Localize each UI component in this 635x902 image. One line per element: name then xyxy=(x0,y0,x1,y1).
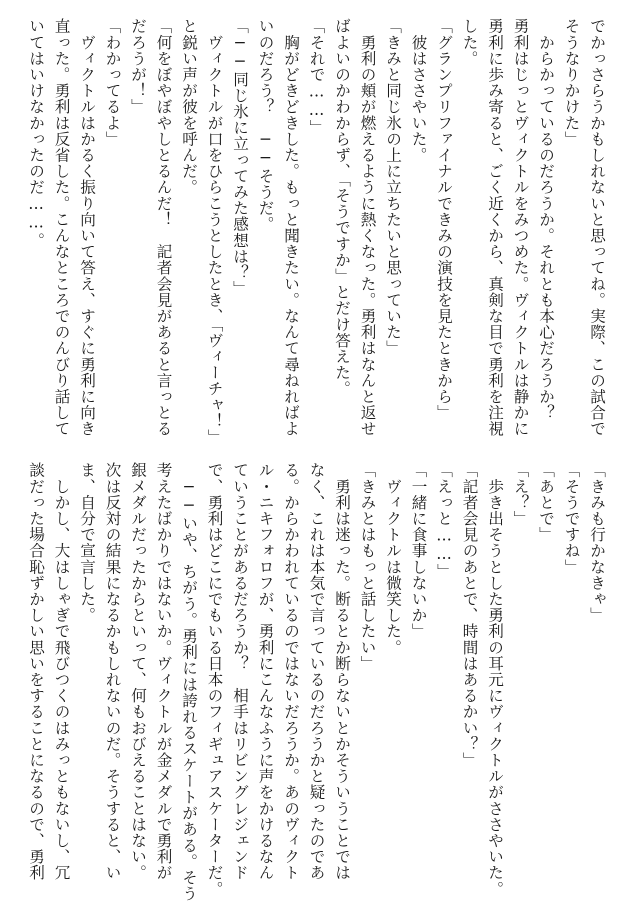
text-line: 「え？」 xyxy=(511,462,530,527)
text-line: ル・ニキフォロフが、勇利にこんなふうに声をかけるなん xyxy=(256,462,275,881)
upper-text-block xyxy=(23,18,610,445)
text-line: 「一緒に食事しないか」 xyxy=(409,462,428,640)
text-line: で、勇利はどこにでもいる日本のフィギュアスケーターだ。 xyxy=(205,462,224,897)
text-line: る。からかわれているのではないだろうか。あのヴィクト xyxy=(282,462,300,881)
text-line: した。 xyxy=(460,18,479,67)
text-line: なく、これは本気で言っているのだろうかと疑ったのであ xyxy=(307,462,326,881)
text-line: ていうことがあるだろうか？ 相手はリビングレジェンド xyxy=(231,462,249,881)
text-line: 「きみと同じ氷の上に立ちたいと思っていた」 xyxy=(384,18,402,357)
text-line: 「わかってるよ」 xyxy=(103,18,122,147)
text-line: 勇利はじっとヴィクトルをみつめた。ヴィクトルは静かに xyxy=(511,18,530,437)
text-line: いてはいけなかったのだ……。 xyxy=(27,18,45,249)
text-line: ばよいのかわからず、「そうですか」とだけ答えた。 xyxy=(333,18,351,397)
text-line: そうなりかけた」 xyxy=(562,18,581,147)
text-line: でかっさらうかもしれないと思ってね。実際、この試合で xyxy=(588,18,606,437)
text-line: 「あとで」 xyxy=(537,462,555,543)
text-line: 勇利の頬が燃えるように熱くなった。勇利はなんと返せ xyxy=(358,18,377,437)
text-line: ──いや、ちがう。勇利には誇れるスケートがある。そう xyxy=(180,462,198,902)
text-line: と鋭い声が彼を呼んだ。 xyxy=(180,18,198,196)
text-line: 「そうですね」 xyxy=(562,462,581,575)
text-line: 「きみとはもっと話したい」 xyxy=(358,462,377,672)
text-line: 直った。勇利は反省した。こんなところでのんびり話して xyxy=(52,18,71,437)
text-line: 「えっと……」 xyxy=(435,462,453,580)
text-line: 「何をぼやぼやしとるんだ！ 記者会見があると言っとる xyxy=(154,18,173,437)
text-line: しかし、大はしゃぎで飛びつくのはみっともないし、冗 xyxy=(52,462,71,881)
text-line: 「それで……」 xyxy=(307,18,326,136)
text-line: 「──同じ氷に立ってみた感想は？」 xyxy=(231,18,249,297)
text-line: ま、自分で宣言した。 xyxy=(78,462,96,623)
text-line: 考えたばかりではないか。ヴィクトルが金メダルで勇利が xyxy=(154,462,173,881)
text-line: 「きみも行かなきゃ」 xyxy=(588,462,606,623)
text-line: 「グランプリファイナルできみの演技を見たときから」 xyxy=(435,18,453,421)
text-line: 胸がどきどきした。もっと聞きたい。なんて尋ねればよ xyxy=(282,18,300,437)
text-line: 勇利は迷った。断るとか断らないとかそういうことでは xyxy=(333,462,351,881)
text-line: 次は反対の結果になるかもしれないのだ。そうすると、い xyxy=(103,462,122,881)
text-line: ヴィクトルはかるく振り向いて答え、すぐに勇利に向き xyxy=(78,18,96,437)
text-line: 歩き出そうとした勇利の耳元にヴィクトルがささやいた。 xyxy=(486,462,504,897)
text-line: 「記者会見のあとで、時間はあるかい？」 xyxy=(460,462,479,768)
text-line: いのだろう？ ──そうだ。 xyxy=(256,18,275,233)
text-line: 勇利に歩み寄ると、ごく近くから、真剣な目で勇利を注視 xyxy=(486,18,504,437)
text-line: 彼はささやいた。 xyxy=(409,18,428,163)
text-line: だろうが！」 xyxy=(129,18,147,115)
text-line: からかっているのだろうか。それとも本心だろうか？ xyxy=(537,18,555,421)
text-line: ヴィクトルが口をひらこうとしたとき、「ヴィーチャ！」 xyxy=(205,18,224,445)
lower-text-block xyxy=(23,462,610,902)
text-line: 銀メダルだったからといって、何もおびえることはない。 xyxy=(129,462,147,881)
text-line: 談だった場合恥ずかしい思いをすることになるので、勇利 xyxy=(27,462,45,881)
text-line: ヴィクトルは微笑した。 xyxy=(384,462,402,656)
